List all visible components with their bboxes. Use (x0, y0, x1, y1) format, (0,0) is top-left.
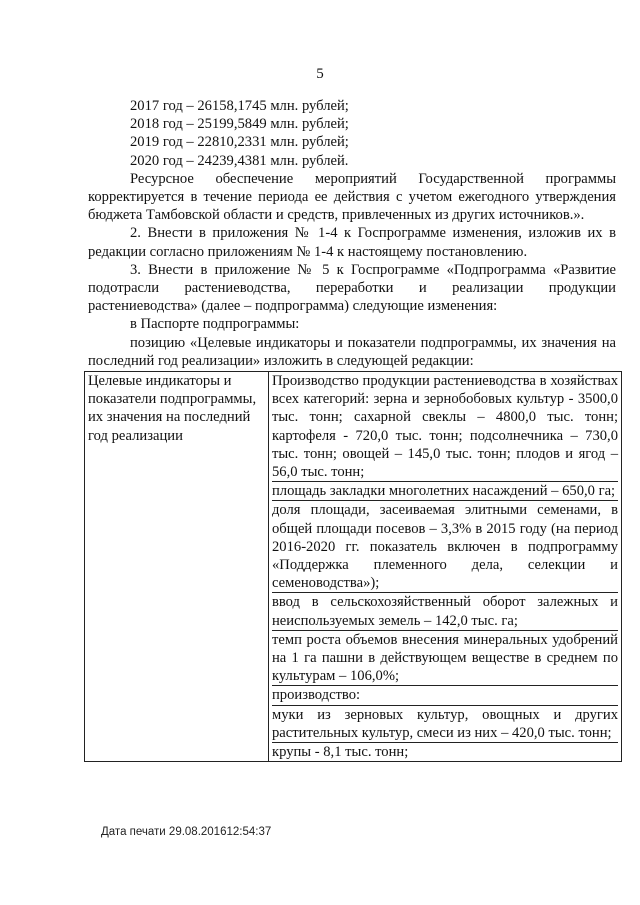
print-date-footer: Дата печати 29.08.201612:54:37 (101, 826, 272, 838)
table-left-cell: Целевые индикаторы и показатели подпрограммы, их значения на последний год реализации (85, 372, 269, 762)
indicator-land-commissioning: ввод в сельскохозяйственный оборот залежных и неиспользуемых земель – 142,0 тыс. га; (272, 593, 618, 630)
table-row (85, 372, 622, 762)
indicator-elite-seeds: доля площади, засеиваемая элитными семенами, в общей площади посевов – 3,3% в 2015 году (на период 2016-2020 гг. показатель включен в подпрограмму «Поддержка племенного дела, селекции и семеноводства»); (272, 501, 618, 593)
indicator-fertilizer-growth: темп роста объемов внесения минеральных удобрений на 1 га пашни в действующем веществе в среднем по культурам – 106,0%; (272, 631, 618, 687)
page-number: 5 (316, 66, 324, 82)
indicators-table (84, 371, 622, 762)
paragraph-position: позицию «Целевые индикаторы и показатели подпрограммы, их значения на последний год реализации» изложить в следующей редакции: (88, 334, 616, 369)
document-body (88, 97, 616, 370)
indicator-flour: муки из зерновых культур, овощных и других растительных культур, смеси из них – 420,0 тыс. тонн; (272, 706, 618, 743)
funding-line-2018: 2018 год – 25199,5849 млн. рублей; (130, 116, 349, 133)
table-right-cell (269, 372, 622, 762)
indicator-perennial-plantings: площадь закладки многолетних насаждений – 650,0 га; (272, 482, 618, 501)
funding-line-2019: 2019 год – 22810,2331 млн. рублей; (130, 134, 349, 151)
funding-line-2020: 2020 год – 24239,4381 млн. рублей. (130, 152, 349, 169)
paragraph-item-2: 2. Внести в приложения № 1-4 к Госпрограмме изменения, изложив их в редакции согласно приложениям № 1-4 к настоящему постановлению. (88, 225, 616, 260)
paragraph-passport: в Паспорте подпрограммы: (130, 316, 300, 333)
indicator-groats: крупы - 8,1 тыс. тонн; (272, 744, 409, 761)
indicator-production: Производство продукции растениеводства в хозяйствах всех категорий: зерна и зернобобовых культур - 3500,0 тыс. тонн; сахарной свеклы – 4800,0 тыс. тонн; картофеля - 720,0 тыс. тонн; подсолнечника – 730,0 тыс. тонн; овощей – 145,0 тыс. тонн; плодов и ягод – 56,0 тыс. тонн; (272, 372, 618, 482)
paragraph-item-3: 3. Внести в приложение № 5 к Госпрограмме «Подпрограмма «Развитие подотрасли растениеводства, переработки и реализации продукции растениеводства» (далее – подпрограмма) следующие изменения: (88, 261, 616, 315)
indicator-processing-header: производство: (272, 686, 618, 705)
funding-line-2017: 2017 год – 26158,1745 млн. рублей; (130, 98, 349, 114)
paragraph-resource-funding: Ресурсное обеспечение мероприятий Государственной программы корректируется в течение периода ее действия с учетом ежегодного утверждения бюджета Тамбовской области и средств, привлеченных из других источников.». (88, 170, 616, 224)
